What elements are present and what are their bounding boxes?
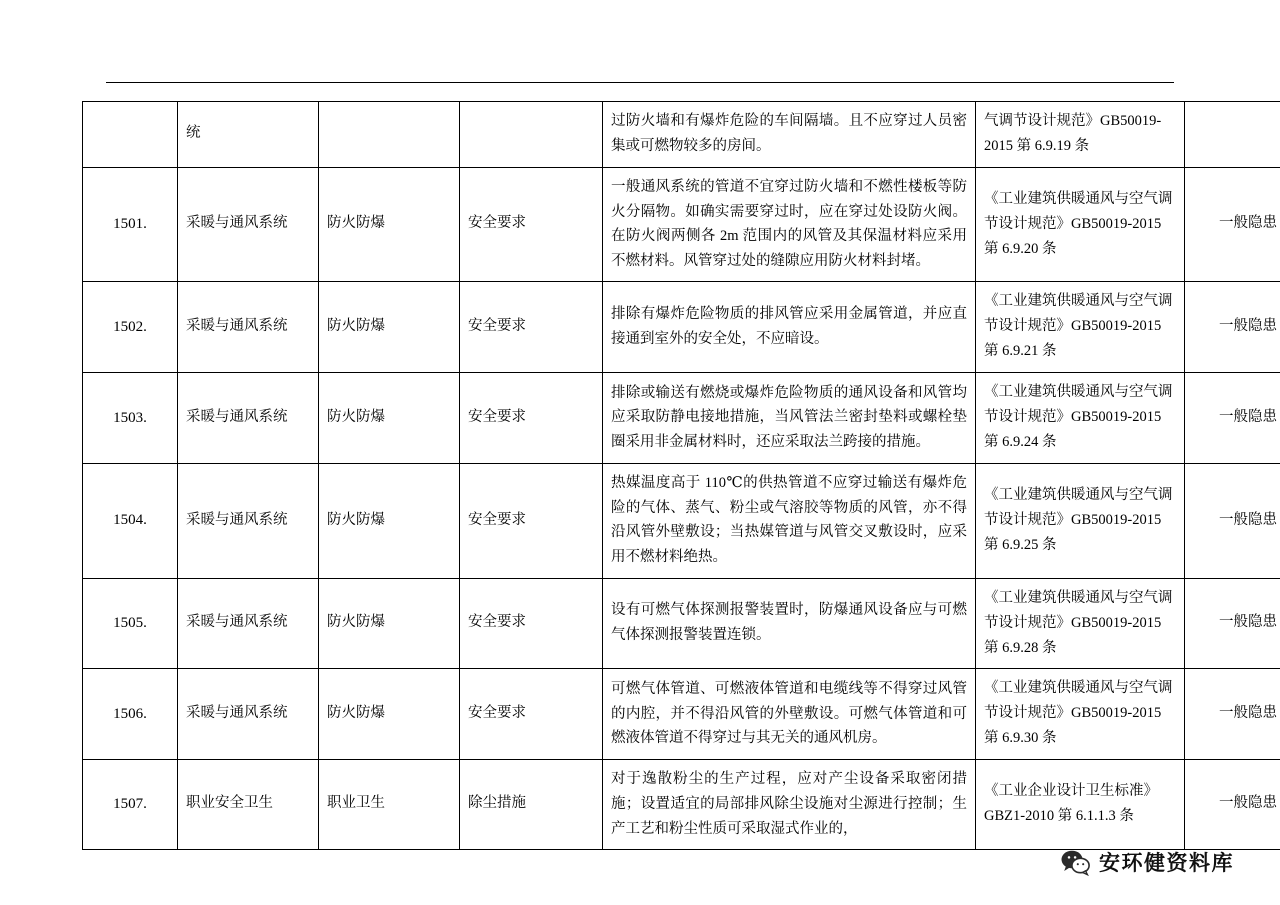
cell-category: 防火防爆 bbox=[319, 282, 460, 373]
cell-system: 采暖与通风系统 bbox=[178, 464, 319, 579]
cell-subcategory: 除尘措施 bbox=[460, 760, 603, 850]
cell-subcategory: 安全要求 bbox=[460, 167, 603, 282]
cell-description: 设有可燃气体探测报警装置时，防爆通风设备应与可燃气体探测报警装置连锁。 bbox=[603, 578, 976, 669]
cell-system: 采暖与通风系统 bbox=[178, 373, 319, 464]
cell-number: 1506. bbox=[83, 669, 178, 760]
table-row bbox=[83, 578, 1280, 669]
cell-system: 职业安全卫生 bbox=[178, 760, 319, 850]
cell-level: 一般隐患 bbox=[1185, 373, 1280, 464]
cell-reference: 《工业建筑供暖通风与空气调节设计规范》GB50019-2015 第 6.9.28 条 bbox=[976, 578, 1185, 669]
cell-number bbox=[83, 102, 178, 168]
cell-level: 一般隐患 bbox=[1185, 669, 1280, 760]
cell-subcategory: 安全要求 bbox=[460, 578, 603, 669]
cell-subcategory: 安全要求 bbox=[460, 464, 603, 579]
cell-description: 过防火墙和有爆炸危险的车间隔墙。且不应穿过人员密集或可燃物较多的房间。 bbox=[603, 102, 976, 168]
cell-category bbox=[319, 102, 460, 168]
cell-system: 统 bbox=[178, 102, 319, 168]
cell-description: 排除有爆炸危险物质的排风管应采用金属管道，并应直接通到室外的安全处，不应暗设。 bbox=[603, 282, 976, 373]
cell-reference: 《工业建筑供暖通风与空气调节设计规范》GB50019-2015 第 6.9.20 条 bbox=[976, 167, 1185, 282]
table-row bbox=[83, 102, 1280, 168]
table-row bbox=[83, 760, 1280, 850]
cell-level: 一般隐患 bbox=[1185, 282, 1280, 373]
cell-category: 防火防爆 bbox=[319, 464, 460, 579]
footer-logo-text: 安环健资料库 bbox=[1099, 852, 1234, 875]
cell-subcategory: 安全要求 bbox=[460, 282, 603, 373]
cell-reference: 《工业企业设计卫生标准》GBZ1-2010 第 6.1.1.3 条 bbox=[976, 760, 1185, 850]
cell-reference: 《工业建筑供暖通风与空气调节设计规范》GB50019-2015 第 6.9.21 条 bbox=[976, 282, 1185, 373]
cell-level: 一般隐患 bbox=[1185, 167, 1280, 282]
cell-reference: 《工业建筑供暖通风与空气调节设计规范》GB50019-2015 第 6.9.24 条 bbox=[976, 373, 1185, 464]
hazard-checklist-table bbox=[82, 101, 1280, 850]
wechat-official-account-icon bbox=[1060, 847, 1090, 877]
cell-subcategory: 安全要求 bbox=[460, 669, 603, 760]
table-row bbox=[83, 167, 1280, 282]
cell-level: 一般隐患 bbox=[1185, 464, 1280, 579]
cell-system: 采暖与通风系统 bbox=[178, 167, 319, 282]
cell-reference: 《工业建筑供暖通风与空气调节设计规范》GB50019-2015 第 6.9.25 条 bbox=[976, 464, 1185, 579]
header-rule bbox=[106, 82, 1174, 83]
cell-subcategory bbox=[460, 102, 603, 168]
cell-number: 1502. bbox=[83, 282, 178, 373]
cell-system: 采暖与通风系统 bbox=[178, 282, 319, 373]
table-row bbox=[83, 373, 1280, 464]
cell-description: 一般通风系统的管道不宜穿过防火墙和不燃性楼板等防火分隔物。如确实需要穿过时，应在穿过处设防火阀。在防火阀两侧各 2m 范围内的风管及其保温材料应采用不燃材料。风管穿过处的缝隙应用防火材料封堵。 bbox=[603, 167, 976, 282]
cell-category: 职业卫生 bbox=[319, 760, 460, 850]
cell-category: 防火防爆 bbox=[319, 167, 460, 282]
cell-description: 对于逸散粉尘的生产过程，应对产尘设备采取密闭措施；设置适宜的局部排风除尘设施对尘源进行控制；生产工艺和粉尘性质可采取湿式作业的， bbox=[603, 760, 976, 850]
table-row bbox=[83, 464, 1280, 579]
cell-level: 一般隐患 bbox=[1185, 760, 1280, 850]
cell-number: 1501. bbox=[83, 167, 178, 282]
cell-level bbox=[1185, 102, 1280, 168]
cell-number: 1504. bbox=[83, 464, 178, 579]
cell-subcategory: 安全要求 bbox=[460, 373, 603, 464]
cell-description: 可燃气体管道、可燃液体管道和电缆线等不得穿过风管的内腔，并不得沿风管的外壁敷设。可燃气体管道和可燃液体管道不得穿过与其无关的通风机房。 bbox=[603, 669, 976, 760]
table-container bbox=[82, 101, 1277, 850]
cell-number: 1505. bbox=[83, 578, 178, 669]
cell-description: 排除或输送有燃烧或爆炸危险物质的通风设备和风管均应采取防静电接地措施，当风管法兰密封垫料或螺栓垫圈采用非金属材料时，还应采取法兰跨接的措施。 bbox=[603, 373, 976, 464]
cell-system: 采暖与通风系统 bbox=[178, 669, 319, 760]
footer-branding bbox=[1060, 847, 1234, 877]
cell-system: 采暖与通风系统 bbox=[178, 578, 319, 669]
cell-number: 1503. bbox=[83, 373, 178, 464]
table-row bbox=[83, 669, 1280, 760]
cell-category: 防火防爆 bbox=[319, 669, 460, 760]
cell-category: 防火防爆 bbox=[319, 373, 460, 464]
cell-category: 防火防爆 bbox=[319, 578, 460, 669]
cell-number: 1507. bbox=[83, 760, 178, 850]
cell-level: 一般隐患 bbox=[1185, 578, 1280, 669]
table-row bbox=[83, 282, 1280, 373]
table-body bbox=[83, 102, 1280, 850]
cell-reference: 气调节设计规范》GB50019-2015 第 6.9.19 条 bbox=[976, 102, 1185, 168]
cell-description: 热媒温度高于 110℃的供热管道不应穿过输送有爆炸危险的气体、蒸气、粉尘或气溶胶等物质的风管，亦不得沿风管外壁敷设；当热媒管道与风管交叉敷设时，应采用不燃材料绝热。 bbox=[603, 464, 976, 579]
cell-reference: 《工业建筑供暖通风与空气调节设计规范》GB50019-2015 第 6.9.30 条 bbox=[976, 669, 1185, 760]
